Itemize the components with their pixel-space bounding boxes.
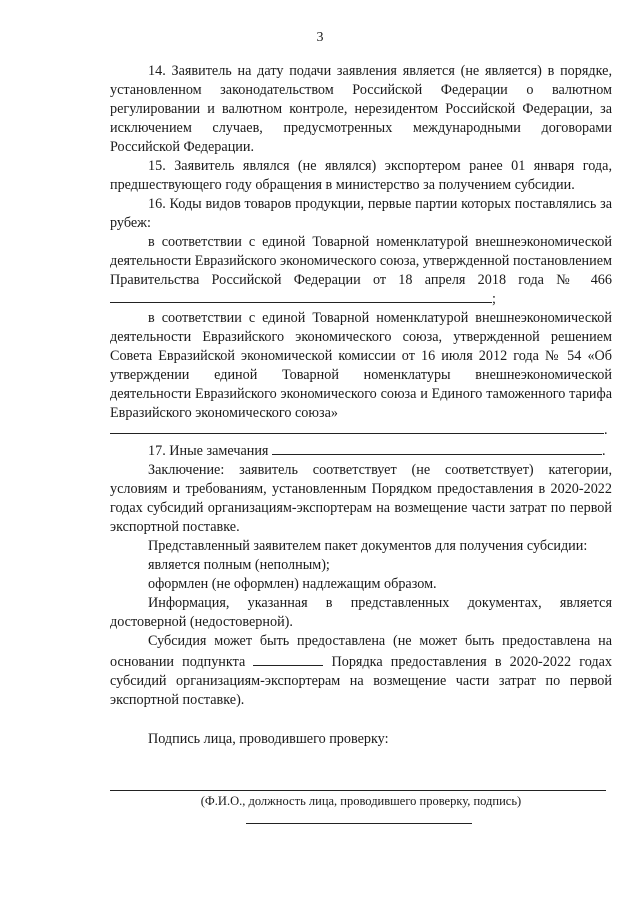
paragraph-17 [110,440,612,461]
paragraph-16b-end: . [604,422,608,438]
signature-line [110,790,606,791]
package-paragraph: Представленный заявителем пакет документов для получения субсидии: [148,538,588,554]
paragraph-16-tnved-54 [110,309,612,423]
paragraph-16-tnved-54-text: в соответствии с единой Товарной номенклатурой внешнеэкономической деятельности Евразийского экономического союза, утвержденной решением Совета Евразийской экономической комиссии от 16 июля 2012 года № 54 «Об утверждении единой Товарной номенклатуры внешнеэкономической деятельности Евразийского экономического союза и Единого таможенного тарифа Евразийского экономического союза» [110,310,612,421]
fill-in-line-17 [272,440,602,455]
paragraph-16-tnved-466 [110,233,612,309]
fill-in-line-subpoint [253,651,323,666]
paragraph-14: 14. Заявитель на дату подачи заявления является (не является) в порядке, установленном законодательством Российской Федерации о валютном регулировании и валютном контроле, нерезидентом Российской Федерации, за исключением случаев, предусмотренных международными договорами Российской Федерации. [110,63,612,155]
fill-in-line-466 [110,302,492,303]
page-number: 3 [316,30,324,45]
paragraph-17-label: 17. Иные замечания [148,443,269,459]
package-complete-line: является полным (неполным); [148,557,330,573]
fill-in-line-54 [110,419,604,434]
subsidy-text-start: Субсидия может быть предоставлена (не может быть предоставлена на основании подпункта [110,633,612,670]
paragraph-16: 16. Коды видов товаров продукции, первые партии которых поставлялись за рубеж: [110,196,612,231]
document-body [110,62,612,749]
paragraph-16-tnved-466-text: в соответствии с единой Товарной номенклатурой внешнеэкономической деятельности Евразийского экономического союза, утвержденной постановлением Правительства Российской Федерации от 18 апреля 2018 года № 466 [110,234,612,288]
package-formatted-line: оформлен (не оформлен) надлежащим образом. [148,576,437,592]
conclusion-paragraph: Заключение: заявитель соответствует (не соответствует) категории, условиям и требованиям, установленным Порядком предоставления в 2020-2022 годах субсидий организациям-экспортерам на возмещение части затрат по первой экспортной поставке. [110,462,612,535]
signature-label: Подпись лица, проводившего проверку: [148,731,389,747]
paragraph-17-end: . [602,443,606,459]
bottom-short-line [246,823,472,824]
fill-in-row-54 [110,419,612,440]
subsidy-text-end: Порядка предоставления в 2020-2022 годах субсидий организациям-экспортерам на возмещение части затрат по первой экспортной поставке). [110,654,613,708]
subsidy-paragraph [110,632,612,710]
paragraph-15: 15. Заявитель являлся (не являлся) экспортером ранее 01 января года, предшествующего году обращения в министерство за получением субсидии. [110,158,612,193]
paragraph-16a-end: ; [492,291,496,307]
signature-caption: (Ф.И.О., должность лица, проводившего проверку, подпись) [200,794,522,808]
information-paragraph: Информация, указанная в представленных документах, является достоверной (недостоверной). [110,595,612,630]
